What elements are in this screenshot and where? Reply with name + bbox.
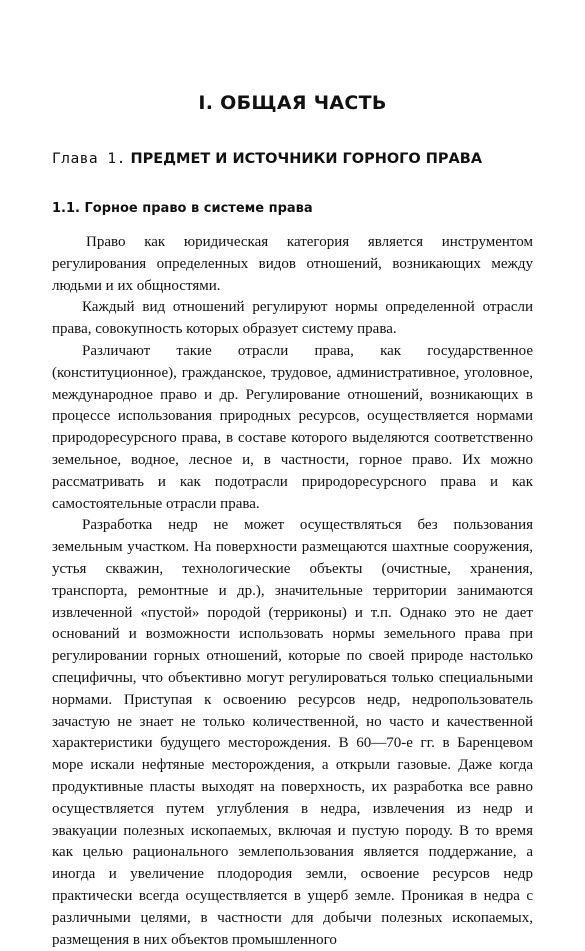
chapter-name: ПРЕДМЕТ И ИСТОЧНИКИ ГОРНОГО ПРАВА: [130, 151, 483, 167]
section-title: 1.1. Горное право в системе права: [52, 201, 313, 216]
body-text: [52, 232, 533, 951]
paragraph: Каждый вид отношений регулируют нормы определенной отрасли права, совокупность которых образует систему права.: [52, 299, 533, 338]
paragraph: Различают такие отрасли права, как государственное (конституционное), гражданское, трудовое, административное, уголовное, международное право и др. Регулирование отношений, возникающих в процессе использования природных ресурсов, осуществляется нормами природоресурсного права, в составе которого выделяются соответственно земельное, водное, лесное и, в частности, горное право. Их можно рассматривать и как подотрасли природоресурсного права и как самостоятельные отрасли права.: [52, 342, 533, 512]
chapter-label: Глава 1.: [52, 151, 126, 167]
paragraph: Разработка недр не может осуществляться без пользования земельным участком. На поверхности размещаются шахтные сооружения, устья скважин, технологические объекты (очистные, хранения, транспорта, ремонтные и др.), значительные территории занимаются извлеченной «пустой» породой (терриконы) и т.п. Однако это не дает оснований и возможности использовать нормы земельного права при регулировании горных отношений, которые по своей природе настолько специфичны, что объективно могут регулироваться только специальными нормами. Приступая к освоению ресурсов недр, недропользователь зачастую не знает не только количественной, но часто и качественной характеристики будущего месторождения. В 60—70-е гг. в Баренцевом море искали нефтяные месторождения, а открыли газовые. Даже когда продуктивные пласты выходят на поверхность, их разработка все равно осуществляется путем углубления в недра, извлечения из недр и эвакуации полезных ископаемых, включая и пустую породу. В то время как целью рационального землепользования является поддержание, а иногда и увеличение плодородия земли, освоение ресурсов недр практически всегда осуществляется в ущерб земле. Проникая в недра с различными целями, в частности для добычи полезных ископаемых, размещения в них объектов промышленного: [52, 517, 533, 948]
chapter-title: [52, 151, 482, 167]
paragraph: Право как юридическая категория является инструментом регулирования определенных видов отношений, возникающих между людьми и их общностями.: [52, 234, 533, 294]
part-title: I. ОБЩАЯ ЧАСТЬ: [198, 92, 387, 114]
